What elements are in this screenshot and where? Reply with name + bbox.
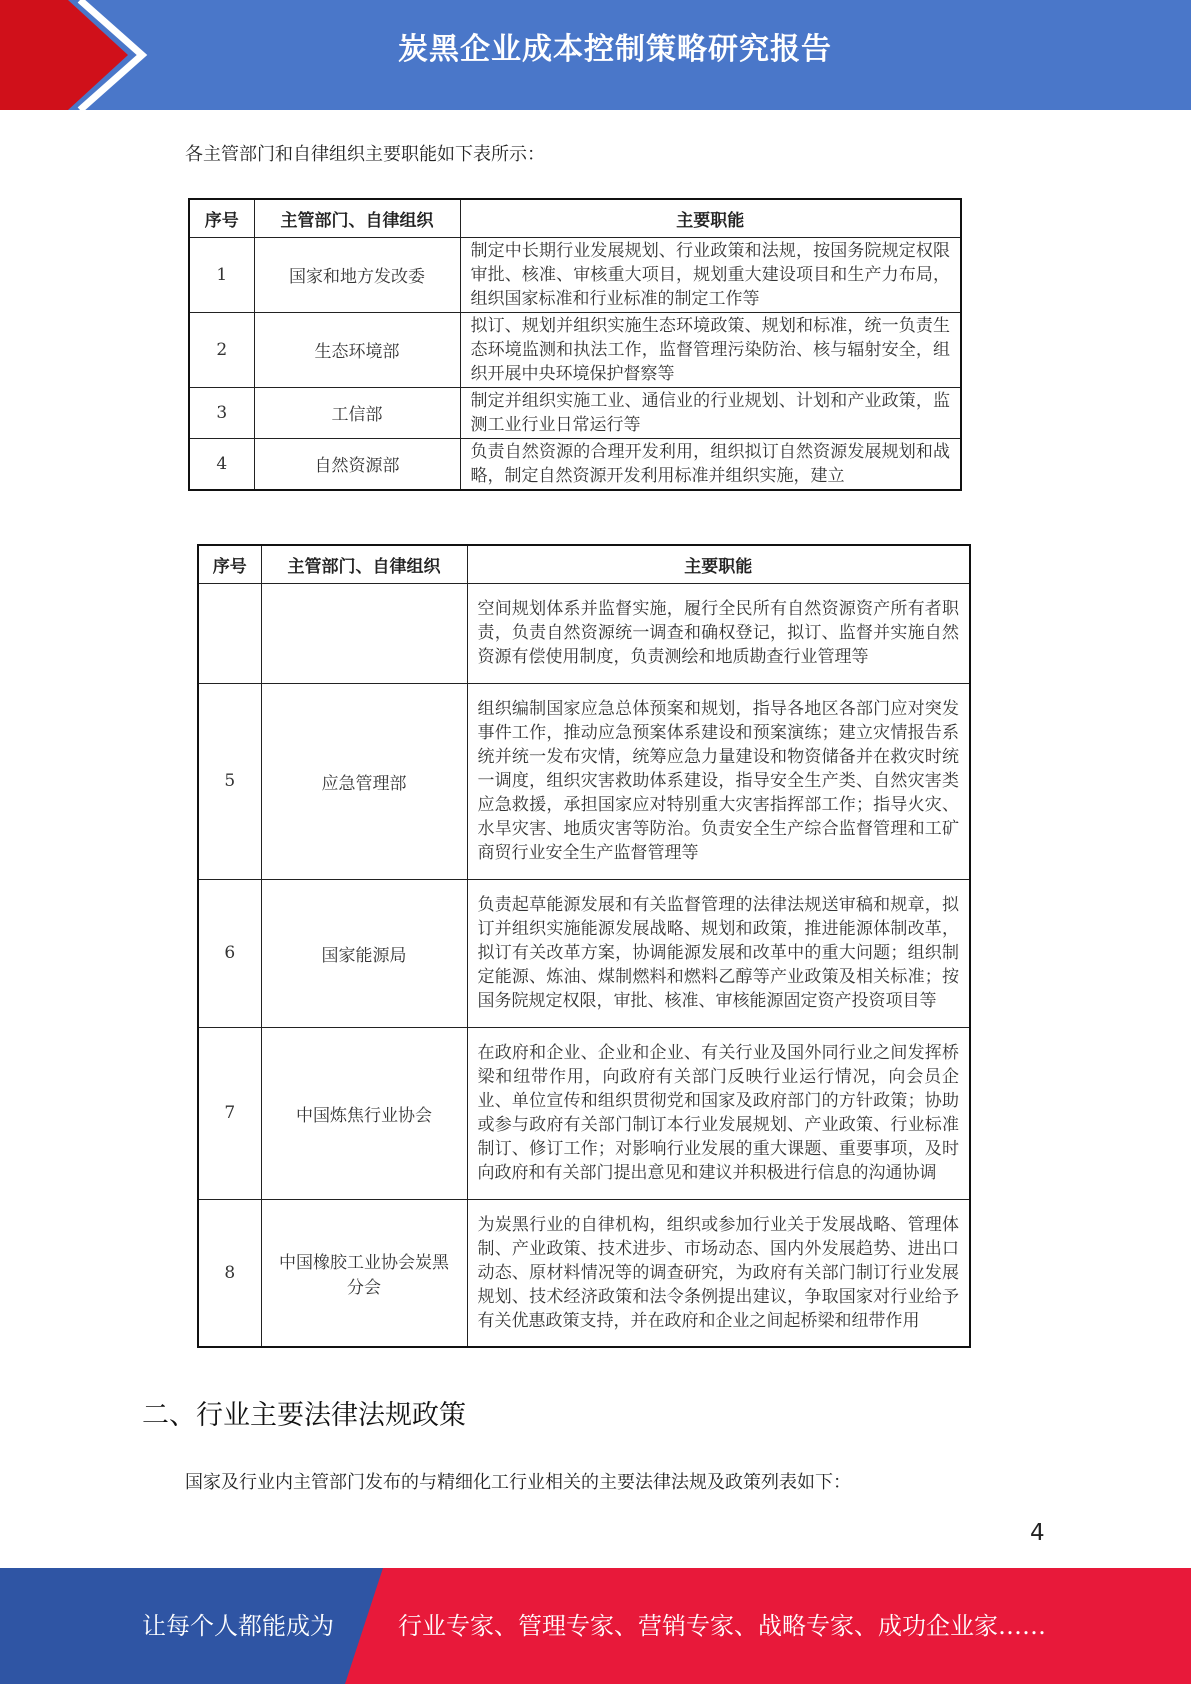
row-serial: 1 [189,237,254,312]
header-organization: 主管部门、自律组织 [254,199,460,237]
row-duties: 负责起草能源发展和有关监督管理的法律法规送审稿和规章，拟订并组织实施能源发展战略、规划和政策，推进能源体制改革，拟订有关改革方案，协调能源发展和改革中的重大问题；组织制定能源、炼油、煤制燃料和燃料乙醇等产业政策及相关标准；按国务院规定权限，审批、核准、审核能源固定资产投资项目等 [467,879,970,1027]
table-row [189,312,961,387]
row-organization: 工信部 [254,387,460,438]
table-row [189,237,961,312]
page-header [0,0,1191,110]
header-duties: 主要职能 [460,199,961,237]
page-number: 4 [1030,1520,1045,1546]
duty-table-part-1 [188,198,962,491]
row-organization: 国家和地方发改委 [254,237,460,312]
table-row [198,583,970,683]
row-duties: 组织编制国家应急总体预案和规划，指导各地区各部门应对突发事件工作，推动应急预案体系建设和预案演练；建立灾情报告系统并统一发布灾情，统筹应急力量建设和物资储备并在救灾时统一调度，组织灾害救助体系建设，指导安全生产类、自然灾害类应急救援，承担国家应对特别重大灾害指挥部工作；指导火灾、水旱灾害、地质灾害等防治。负责安全生产综合监督管理和工矿商贸行业安全生产监督管理等 [467,683,970,879]
row-serial: 2 [189,312,254,387]
section-heading: 二、行业主要法律法规政策 [142,1400,466,1431]
row-organization: 应急管理部 [261,683,467,879]
row-duties: 制定并组织实施工业、通信业的行业规划、计划和产业政策，监测工业行业日常运行等 [460,387,961,438]
row-organization: 生态环境部 [254,312,460,387]
table-row [189,387,961,438]
row-serial: 7 [198,1027,261,1199]
policy-intro-paragraph: 国家及行业内主管部门发布的与精细化工行业相关的主要法律法规及政策列表如下： [185,1472,851,1493]
header-serial: 序号 [198,545,261,583]
table-header-row [189,199,961,237]
row-organization: 自然资源部 [254,438,460,490]
footer-slogan-right: 行业专家、管理专家、营销专家、战略专家、成功企业家…… [398,1612,1046,1640]
row-duties: 负责自然资源的合理开发利用，组织拟订自然资源发展规划和战略，制定自然资源开发利用标准并组织实施，建立 [460,438,961,490]
header-organization: 主管部门、自律组织 [261,545,467,583]
row-duties: 制定中长期行业发展规划、行业政策和法规，按国务院规定权限审批、核准、审核重大项目，规划重大建设项目和生产力布局，组织国家标准和行业标准的制定工作等 [460,237,961,312]
row-duties: 空间规划体系并监督实施，履行全民所有自然资源资产所有者职责，负责自然资源统一调查和确权登记，拟订、监督并实施自然资源有偿使用制度，负责测绘和地质勘查行业管理等 [467,583,970,683]
row-organization [261,583,467,683]
row-serial: 3 [189,387,254,438]
row-serial: 4 [189,438,254,490]
row-organization: 中国炼焦行业协会 [261,1027,467,1199]
row-serial: 5 [198,683,261,879]
row-serial: 6 [198,879,261,1027]
intro-paragraph: 各主管部门和自律组织主要职能如下表所示： [185,144,545,165]
table-row [189,438,961,490]
row-serial [198,583,261,683]
row-duties: 拟订、规划并组织实施生态环境政策、规划和标准，统一负责生态环境监测和执法工作，监督管理污染防治、核与辐射安全，组织开展中央环境保护督察等 [460,312,961,387]
table-row [198,879,970,1027]
row-organization: 中国橡胶工业协会炭黑分会 [261,1199,467,1347]
table-row [198,1027,970,1199]
table-row [198,683,970,879]
row-duties: 在政府和企业、企业和企业、有关行业及国外同行业之间发挥桥梁和纽带作用，向政府有关部门反映行业运行情况，向会员企业、单位宣传和组织贯彻党和国家及政府部门的方针政策；协助或参与政府有关部门制订本行业发展规划、产业政策、行业标准制订、修订工作；对影响行业发展的重大课题、重要事项，及时向政府和有关部门提出意见和建议并积极进行信息的沟通协调 [467,1027,970,1199]
page-footer [0,1568,1191,1684]
duty-table-part-2 [197,544,971,1348]
table-header-row [198,545,970,583]
row-organization: 国家能源局 [261,879,467,1027]
report-title: 炭黑企业成本控制策略研究报告 [398,32,832,67]
table-row [198,1199,970,1347]
header-duties: 主要职能 [467,545,970,583]
row-serial: 8 [198,1199,261,1347]
header-serial: 序号 [189,199,254,237]
row-duties: 为炭黑行业的自律机构，组织或参加行业关于发展战略、管理体制、产业政策、技术进步、市场动态、国内外发展趋势、进出口动态、原材料情况等的调查研究，为政府有关部门制订行业发展规划、技术经济政策和法令条例提出建议，争取国家对行业给予有关优惠政策支持，并在政府和企业之间起桥梁和纽带作用 [467,1199,970,1347]
footer-slogan-left: 让每个人都能成为 [142,1612,334,1640]
